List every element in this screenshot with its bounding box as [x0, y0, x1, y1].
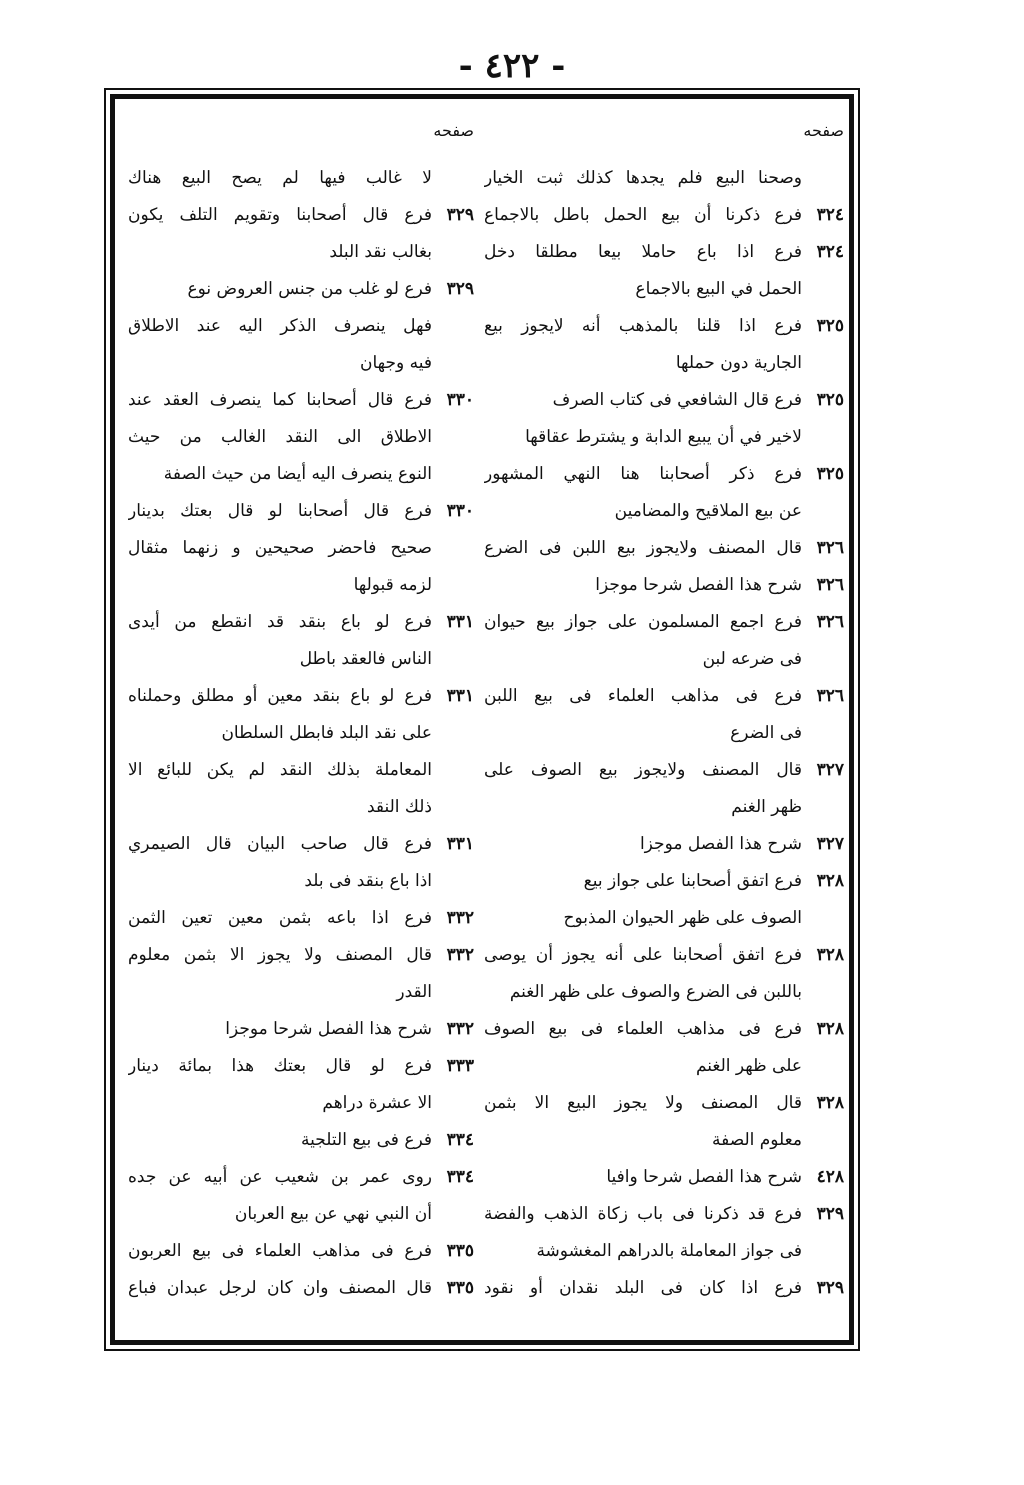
index-entry — [484, 752, 844, 826]
entry-page-number: ٣٣٠ — [446, 390, 474, 410]
entry-line: فرع فى مذاهب العلماء فى بيع العربون — [128, 1241, 432, 1261]
entry-text — [128, 900, 432, 937]
index-entry — [484, 1011, 844, 1085]
entry-line: ذلك النقد — [366, 797, 432, 817]
entry-text — [484, 937, 802, 1011]
entry-page-number: ٣٣٢ — [446, 945, 474, 965]
entry-text — [484, 1270, 802, 1307]
entry-text — [128, 271, 432, 382]
index-entry — [484, 382, 844, 456]
entry-line: فرع اذا كان فى البلد نقدان أو نقود — [484, 1278, 802, 1298]
entry-line: فرع فى مذاهب العلماء فى بيع اللبن — [484, 686, 802, 706]
entry-page-number: ٤٢٨ — [816, 1167, 844, 1187]
entry-line: فى ضرعه لبن — [702, 649, 802, 669]
entry-line: فرع قال أصحابنا وتقويم التلف يكون — [128, 205, 432, 225]
entry-page-number: ٣٢٩ — [446, 205, 474, 225]
entry-text — [128, 382, 432, 493]
index-entry — [128, 1048, 474, 1122]
entry-line: فرع لو قال بعتك هذا بمائة دينار — [128, 1056, 432, 1076]
entry-text — [128, 160, 432, 197]
entry-page-number: ٣٢٧ — [816, 760, 844, 780]
index-entry — [484, 234, 844, 308]
entry-page-number: ٣٢٦ — [816, 686, 844, 706]
entry-line: على نقد البلد فابطل السلطان — [221, 723, 432, 743]
index-entry — [128, 900, 474, 937]
index-entry — [484, 1159, 844, 1196]
entry-line: فرع اذا باع حاملا بيعا مطلقا دخل — [484, 242, 802, 262]
entry-page-number: ٣٣٤ — [446, 1167, 474, 1187]
entry-line: شرح هذا الفصل موجزا — [639, 834, 802, 854]
index-entry — [484, 1196, 844, 1270]
entry-line: فيه وجهان — [360, 353, 432, 373]
entry-line: شرح هذا الفصل شرحا وافيا — [606, 1167, 802, 1187]
entry-text — [484, 308, 802, 382]
entry-line: وصحنا البيع فلم يجدها كذلك ثبت الخيار — [484, 168, 802, 188]
index-entry — [128, 197, 474, 271]
entry-text — [484, 604, 802, 678]
entry-page-number: ٣٣٤ — [446, 1130, 474, 1150]
entry-text — [128, 1122, 432, 1159]
entry-line: فرع فى بيع التلجية — [301, 1130, 432, 1150]
entry-text — [484, 863, 802, 937]
entry-text — [484, 1011, 802, 1085]
entry-text — [128, 1048, 432, 1122]
index-entry — [128, 1122, 474, 1159]
entry-page-number: ٣٣٠ — [446, 501, 474, 521]
entry-text — [484, 234, 802, 308]
entry-line: فرع اتفق أصحابنا على أنه يجوز أن يوصى — [484, 945, 802, 965]
entry-text — [484, 567, 802, 604]
entry-line: الحمل في البيع بالاجماع — [635, 279, 802, 299]
entry-page-number: ٣٣٣ — [446, 1056, 474, 1076]
entry-line: قال المصنف ولايجوز بيع اللبن فى الضرع — [484, 538, 802, 558]
entry-text — [484, 1196, 802, 1270]
entry-line: الاطلاق الى النقد الغالب من حيث — [128, 427, 432, 447]
index-entry — [484, 456, 844, 530]
index-entry — [484, 160, 844, 197]
entry-page-number: ٣٢٩ — [816, 1278, 844, 1298]
entry-line: بغالب نقد البلد — [329, 242, 432, 262]
index-entry — [128, 382, 474, 493]
index-column-left — [128, 118, 474, 1307]
entry-line: أن النبي نهي عن بيع العربان — [234, 1204, 432, 1224]
entry-line: عن بيع الملاقيح والمضامين — [614, 501, 802, 521]
entry-line: فرع لو باع بنقد معين أو مطلق وحملناه — [128, 686, 432, 706]
entry-text — [128, 493, 432, 604]
index-entry — [484, 826, 844, 863]
index-entry — [128, 1159, 474, 1233]
entry-line: النوع ينصرف اليه أيضا من حيث الصفة — [163, 464, 432, 484]
entry-page-number: ٣٣١ — [446, 612, 474, 632]
entry-text — [484, 752, 802, 826]
entry-line: فرع قد ذكرنا فى باب زكاة الذهب والفضة — [484, 1204, 802, 1224]
entry-page-number: ٣٢٥ — [816, 390, 844, 410]
entry-page-number: ٣٣١ — [446, 686, 474, 706]
entry-text — [484, 530, 802, 567]
entry-text — [484, 678, 802, 752]
index-entry — [128, 678, 474, 826]
entry-page-number: ٣٢٥ — [816, 316, 844, 336]
entry-line: قال المصنف ولا يجوز البيع الا بثمن — [484, 1093, 802, 1113]
entry-line: فرع اذا قلنا بالمذهب أنه لايجوز بيع — [484, 316, 802, 336]
entry-line: فى جواز المعاملة بالدراهم المغشوشة — [536, 1241, 802, 1261]
index-entry — [128, 160, 474, 197]
entry-text — [128, 1270, 432, 1307]
entry-page-number: ٣٣٢ — [446, 1019, 474, 1039]
entry-line: صحيح فاحضر صحيحين و زنهما مثقال — [128, 538, 432, 558]
entry-line: فرع ذكرنا أن بيع الحمل باطل بالاجماع — [484, 205, 802, 225]
entry-line: لزمه قبولها — [353, 575, 432, 595]
column-header-page: صفحه — [433, 121, 474, 140]
entry-text — [484, 160, 802, 197]
entry-page-number: ٣٢٩ — [816, 1204, 844, 1224]
entry-text — [128, 937, 432, 1011]
index-entry — [484, 678, 844, 752]
entry-text — [484, 382, 802, 456]
entry-line: شرح هذا الفصل شرحا موجزا — [225, 1019, 432, 1039]
entry-text — [484, 197, 802, 234]
index-entry — [128, 1233, 474, 1270]
entry-line: الجارية دون حملها — [675, 353, 802, 373]
entry-line: شرح هذا الفصل شرحا موجزا — [595, 575, 802, 595]
entry-text — [484, 1085, 802, 1159]
entry-line: اذا باع بنقد فى بلد — [304, 871, 432, 891]
entry-page-number: ٣٣١ — [446, 834, 474, 854]
entry-line: الصوف على ظهر الحيوان المذبوح — [563, 908, 802, 928]
entry-text — [484, 456, 802, 530]
entry-line: فرع اجمع المسلمون على جواز بيع حيوان — [484, 612, 802, 632]
entry-line: فرع فى مذاهب العلماء فى بيع الصوف — [484, 1019, 802, 1039]
entry-line: قال المصنف ولايجوز بيع الصوف على — [484, 760, 802, 780]
entry-line: لاخير في أن يبيع الدابة و يشترط عقاقها — [525, 427, 802, 447]
entry-page-number: ٣٢٨ — [816, 1093, 844, 1113]
entry-line: فرع قال أصحابنا كما ينصرف العقد عند — [128, 390, 432, 410]
index-entry — [484, 197, 844, 234]
entry-page-number: ٣٢٨ — [816, 945, 844, 965]
index-entry — [128, 604, 474, 678]
entry-line: ظهر الغنم — [731, 797, 802, 817]
entry-line: على ظهر الغنم — [695, 1056, 802, 1076]
entry-page-number: ٣٢٤ — [816, 242, 844, 262]
entry-text — [128, 678, 432, 826]
index-entry — [128, 271, 474, 382]
entry-line: فرع لو غلب من جنس العروض نوع — [187, 279, 432, 299]
entry-page-number: ٣٢٩ — [446, 279, 474, 299]
entry-text — [128, 826, 432, 900]
entry-text — [128, 1159, 432, 1233]
entry-page-number: ٣٢٦ — [816, 575, 844, 595]
entry-line: لا غالب فيها لم يصح البيع هناك — [128, 168, 432, 188]
index-entry — [484, 567, 844, 604]
entry-line: فرع قال أصحابنا لو قال بعتك بدينار — [128, 501, 432, 521]
entry-line: الا عشرة دراهم — [322, 1093, 432, 1113]
index-column-right — [484, 118, 844, 1307]
entry-text — [484, 826, 802, 863]
index-entry — [484, 937, 844, 1011]
entry-line: فرع لو باع بنقد قد انقطع من أيدى — [128, 612, 432, 632]
entry-text — [128, 1011, 432, 1048]
entry-line: فرع قال الشافعي فى كتاب الصرف — [552, 390, 802, 410]
entry-page-number: ٣٣٢ — [446, 908, 474, 928]
entry-page-number: ٣٢٧ — [816, 834, 844, 854]
entry-line: باللبن فى الضرع والصوف على ظهر الغنم — [509, 982, 802, 1002]
index-entry — [128, 493, 474, 604]
entry-page-number: ٣٢٤ — [816, 205, 844, 225]
entry-line: قال المصنف وان كان لرجل عبدان فباع — [128, 1278, 432, 1298]
entry-page-number: ٣٢٦ — [816, 538, 844, 558]
entry-text — [128, 1233, 432, 1270]
column-header-page: صفحه — [803, 121, 844, 140]
entry-text — [128, 604, 432, 678]
index-entry — [128, 1011, 474, 1048]
entry-line: فهل ينصرف الذكر اليه عند الاطلاق — [128, 316, 432, 336]
index-entry — [484, 1270, 844, 1307]
entry-page-number: ٣٢٨ — [816, 871, 844, 891]
entry-line: فرع اتفق أصحابنا على جواز بيع — [583, 871, 802, 891]
index-entries — [484, 160, 844, 1307]
index-entry — [484, 308, 844, 382]
index-entry — [484, 863, 844, 937]
entry-line: معلوم الصفة — [711, 1130, 802, 1150]
entry-page-number: ٣٣٥ — [446, 1278, 474, 1298]
entry-line: فرع ذكر أصحابنا هنا النهي المشهور — [484, 464, 802, 484]
index-entry — [128, 1270, 474, 1307]
entry-line: روى عمر بن شعيب عن أبيه عن جده — [128, 1167, 432, 1187]
page-number: - ٤٢٢ - — [458, 46, 566, 86]
index-entries — [128, 160, 474, 1307]
entry-line: المعاملة بذلك النقد لم يكن للبائع الا — [128, 760, 432, 780]
index-entry — [128, 826, 474, 900]
index-entry — [484, 604, 844, 678]
entry-line: فرع قال صاحب البيان قال الصيمري — [128, 834, 432, 854]
entry-page-number: ٣٢٥ — [816, 464, 844, 484]
entry-line: القدر — [396, 982, 432, 1002]
entry-line: قال المصنف ولا يجوز الا بثمن معلوم — [128, 945, 432, 965]
entry-line: فى الضرع — [730, 723, 802, 743]
index-entry — [128, 937, 474, 1011]
entry-text — [128, 197, 432, 271]
entry-page-number: ٣٢٦ — [816, 612, 844, 632]
entry-page-number: ٣٣٥ — [446, 1241, 474, 1261]
index-entry — [484, 530, 844, 567]
entry-line: الناس فالعقد باطل — [299, 649, 432, 669]
entry-text — [484, 1159, 802, 1196]
entry-line: فرع اذا باعه بثمن معين تعين الثمن — [128, 908, 432, 928]
index-entry — [484, 1085, 844, 1159]
entry-page-number: ٣٢٨ — [816, 1019, 844, 1039]
